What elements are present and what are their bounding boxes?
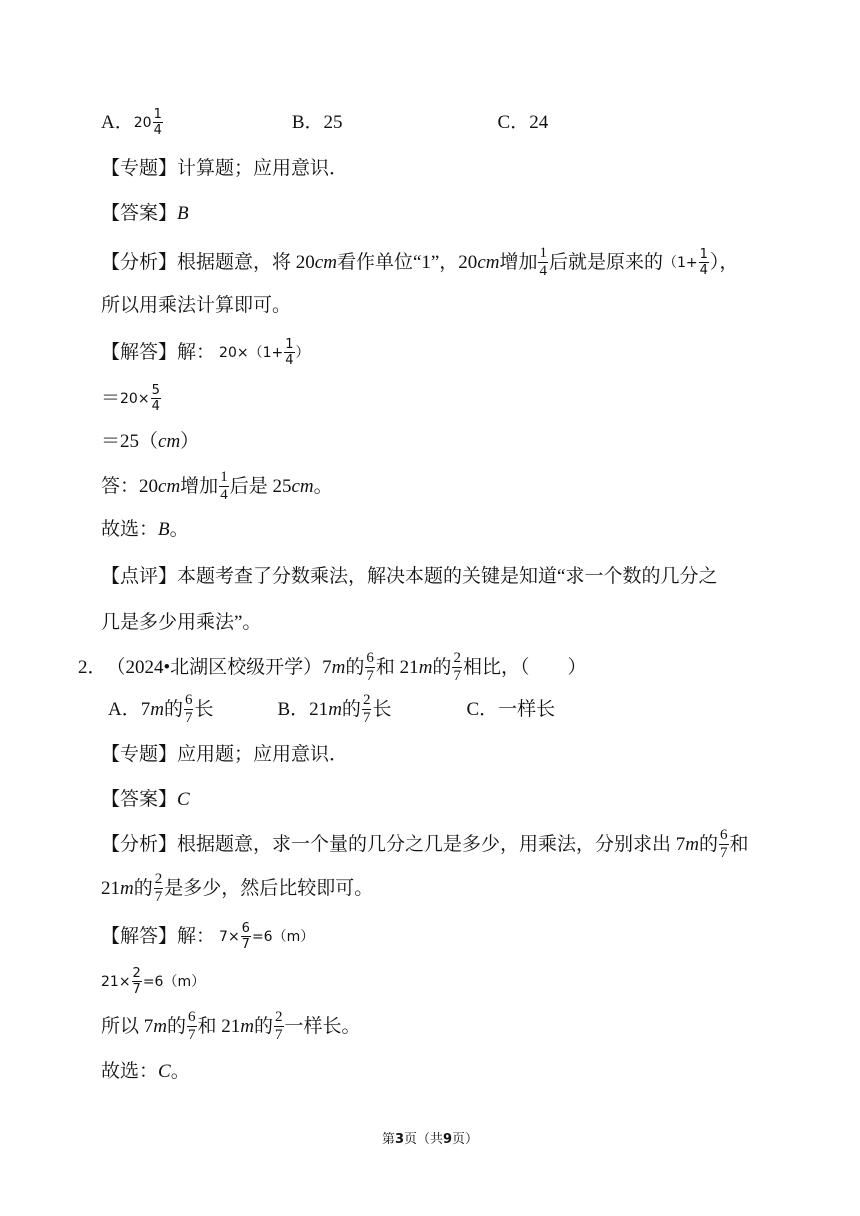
fraction: $\frac{2}{7}$	[362, 692, 371, 726]
answer-value: C	[177, 789, 190, 810]
conclusion-text: 所以 7	[101, 1015, 154, 1037]
fraction: $\frac{6}{7}$	[184, 692, 193, 726]
topic-tag: 【专题】	[101, 158, 178, 179]
q2-analysis-line2	[101, 872, 373, 905]
unit: m	[240, 1015, 255, 1037]
footer-text: 页）	[452, 1132, 479, 1147]
solution-tag: 【解答】	[101, 925, 178, 947]
result-text: ＝25（	[101, 431, 159, 452]
fraction: $\frac{6}{7}$	[366, 650, 374, 684]
option-text: 的	[163, 698, 183, 720]
expr-text: 20×（1+	[219, 344, 284, 361]
conclusion-text: 和 21	[197, 1015, 241, 1037]
analysis-text: 后就是原来的	[548, 251, 663, 273]
q1-solution	[101, 338, 310, 367]
answer-value: B	[177, 203, 189, 224]
topic-text: 应用题；应用意识．	[177, 744, 349, 765]
result-text: ）	[180, 431, 200, 452]
analysis-tag: 【分析】	[101, 251, 178, 273]
math-expression	[120, 384, 162, 413]
fraction: $\frac{2}{7}$	[453, 650, 461, 684]
q2-options	[108, 693, 555, 726]
q1-solution-result	[101, 428, 199, 456]
equals-sign: ＝	[101, 387, 121, 409]
footer-text: 第	[381, 1132, 395, 1147]
math-expression	[219, 338, 309, 367]
q1-option-b: B．25	[291, 111, 343, 133]
analysis-text: 增加	[499, 251, 538, 273]
unit: m	[418, 656, 433, 678]
comment-text: 几是多少用乘法”。	[101, 612, 262, 633]
topic-text: 计算题；应用意识．	[177, 158, 349, 179]
comment-tag: 【点评】	[101, 566, 178, 587]
question-text: 相比，（ ）	[462, 656, 587, 678]
analysis-text: 是多少，然后比较即可。	[164, 877, 374, 899]
analysis-text: 和	[729, 833, 749, 855]
conclusion-text: 一样长。	[284, 1015, 361, 1037]
q1-comment-line2	[101, 609, 261, 637]
fraction: $\frac{1}{4}$	[153, 107, 162, 138]
q2-option-b	[278, 693, 392, 726]
fraction: $\frac{1}{4}$	[699, 247, 708, 278]
option-text: 的	[341, 698, 361, 720]
fraction: $\frac{6}{7}$	[720, 827, 728, 861]
q1-answer	[101, 200, 189, 228]
analysis-text: ），	[709, 251, 739, 273]
reply-text: 答：20	[101, 475, 159, 497]
option-text: 长	[372, 698, 392, 720]
q1-option-a-value	[134, 108, 164, 137]
solution-tag: 【解答】	[101, 341, 178, 363]
unit: cm	[158, 431, 181, 452]
choose-text: 。	[170, 1061, 190, 1082]
reply-text: 后是 25	[229, 475, 292, 497]
question-number: 2．	[78, 656, 107, 678]
fraction: $\frac{2}{7}$	[275, 1009, 283, 1043]
answer-tag: 【答案】	[101, 789, 178, 810]
fraction: $\frac{1}{4}$	[285, 337, 294, 368]
question-text: 和 21	[375, 656, 419, 678]
choose-value: C	[158, 1061, 171, 1082]
page-footer	[0, 1128, 860, 1147]
solution-lead: 解：	[177, 925, 216, 947]
q2-stem	[78, 651, 586, 684]
option-text: 长	[194, 698, 214, 720]
unit: cm	[158, 475, 181, 497]
choose-text: 故选：	[101, 519, 159, 540]
mixed-whole: 20	[133, 114, 152, 131]
analysis-text: 根据题意，将 20	[177, 251, 315, 273]
math-expression	[663, 248, 710, 277]
unit: m	[150, 698, 164, 720]
choose-value: B	[158, 519, 170, 540]
q2-option-a	[108, 693, 214, 726]
choose-text: 故选：	[101, 1061, 159, 1082]
analysis-text: 的	[133, 877, 153, 899]
answer-tag: 【答案】	[101, 203, 178, 224]
unit: m	[328, 698, 342, 720]
unit: cm	[314, 251, 337, 273]
q2-solution	[101, 922, 314, 951]
fraction: $\frac{6}{7}$	[188, 1009, 196, 1043]
question-text: 的	[432, 656, 452, 678]
analysis-text: 的	[699, 833, 719, 855]
q2-choose	[101, 1058, 190, 1086]
expr-text: 7×	[219, 928, 240, 945]
analysis-text: 21	[101, 877, 120, 899]
question-text: 的	[345, 656, 365, 678]
q1-choose	[101, 516, 189, 544]
option-text: A．7	[108, 698, 151, 720]
topic-tag: 【专题】	[101, 744, 178, 765]
q2-conclusion	[101, 1010, 361, 1043]
math-expression	[101, 967, 205, 996]
q1-comment	[101, 563, 717, 591]
expr-text: ）	[295, 344, 310, 361]
fraction: $\frac{1}{4}$	[220, 469, 228, 503]
expr-text: =6（m）	[251, 928, 315, 945]
unit: m	[331, 656, 346, 678]
q2-topic	[101, 741, 348, 769]
unit: cm	[477, 251, 500, 273]
comment-text: 本题考查了分数乘法，解决本题的关键是知道“求一个数的几分之	[177, 566, 718, 587]
q1-solution-step2	[101, 384, 162, 413]
q2-solution-step2	[101, 967, 205, 996]
choose-text: 。	[169, 519, 189, 540]
q1-option-c: C．24	[497, 111, 549, 133]
unit: m	[153, 1015, 167, 1037]
page-number: 3	[394, 1132, 404, 1147]
expr-text: 21×	[101, 973, 131, 990]
analysis-text: 根据题意，求一个量的几分之几是多少，用乘法，分别求出 7	[177, 833, 686, 855]
q2-option-c: C．一样长	[466, 698, 556, 720]
q2-answer	[101, 786, 190, 814]
page-total: 9	[443, 1132, 453, 1147]
q1-topic	[101, 155, 348, 183]
fraction: $\frac{1}{4}$	[539, 245, 547, 279]
question-text: （2024•北湖区校级开学）7	[106, 656, 332, 678]
conclusion-text: 的	[167, 1015, 187, 1037]
analysis-tag: 【分析】	[101, 833, 178, 855]
analysis-text: 所以用乘法计算即可。	[101, 295, 292, 316]
option-text: B．21	[277, 698, 329, 720]
math-expression	[219, 922, 314, 951]
expr-text: （1+	[663, 254, 698, 271]
q1-analysis-line2	[101, 292, 291, 320]
unit: cm	[291, 475, 314, 497]
fraction: $\frac{5}{4}$	[151, 383, 160, 414]
q2-analysis	[101, 828, 749, 861]
expr-text: =6（m）	[142, 973, 206, 990]
unit: m	[120, 877, 134, 899]
conclusion-text: 的	[254, 1015, 274, 1037]
expr-text: 20×	[120, 390, 150, 407]
fraction: $\frac{2}{7}$	[154, 871, 163, 905]
unit: m	[685, 833, 700, 855]
footer-text: 页（共	[403, 1132, 443, 1147]
analysis-text: 看作单位“1”，20	[336, 251, 478, 273]
q1-option-a-label: A．	[101, 111, 134, 133]
fraction: $\frac{6}{7}$	[241, 921, 250, 952]
reply-text: 。	[313, 475, 333, 497]
q1-reply	[101, 470, 333, 503]
solution-lead: 解：	[177, 341, 216, 363]
q1-options	[101, 108, 548, 137]
q1-analysis	[101, 246, 738, 279]
reply-text: 增加	[180, 475, 219, 497]
fraction: $\frac{2}{7}$	[132, 966, 141, 997]
